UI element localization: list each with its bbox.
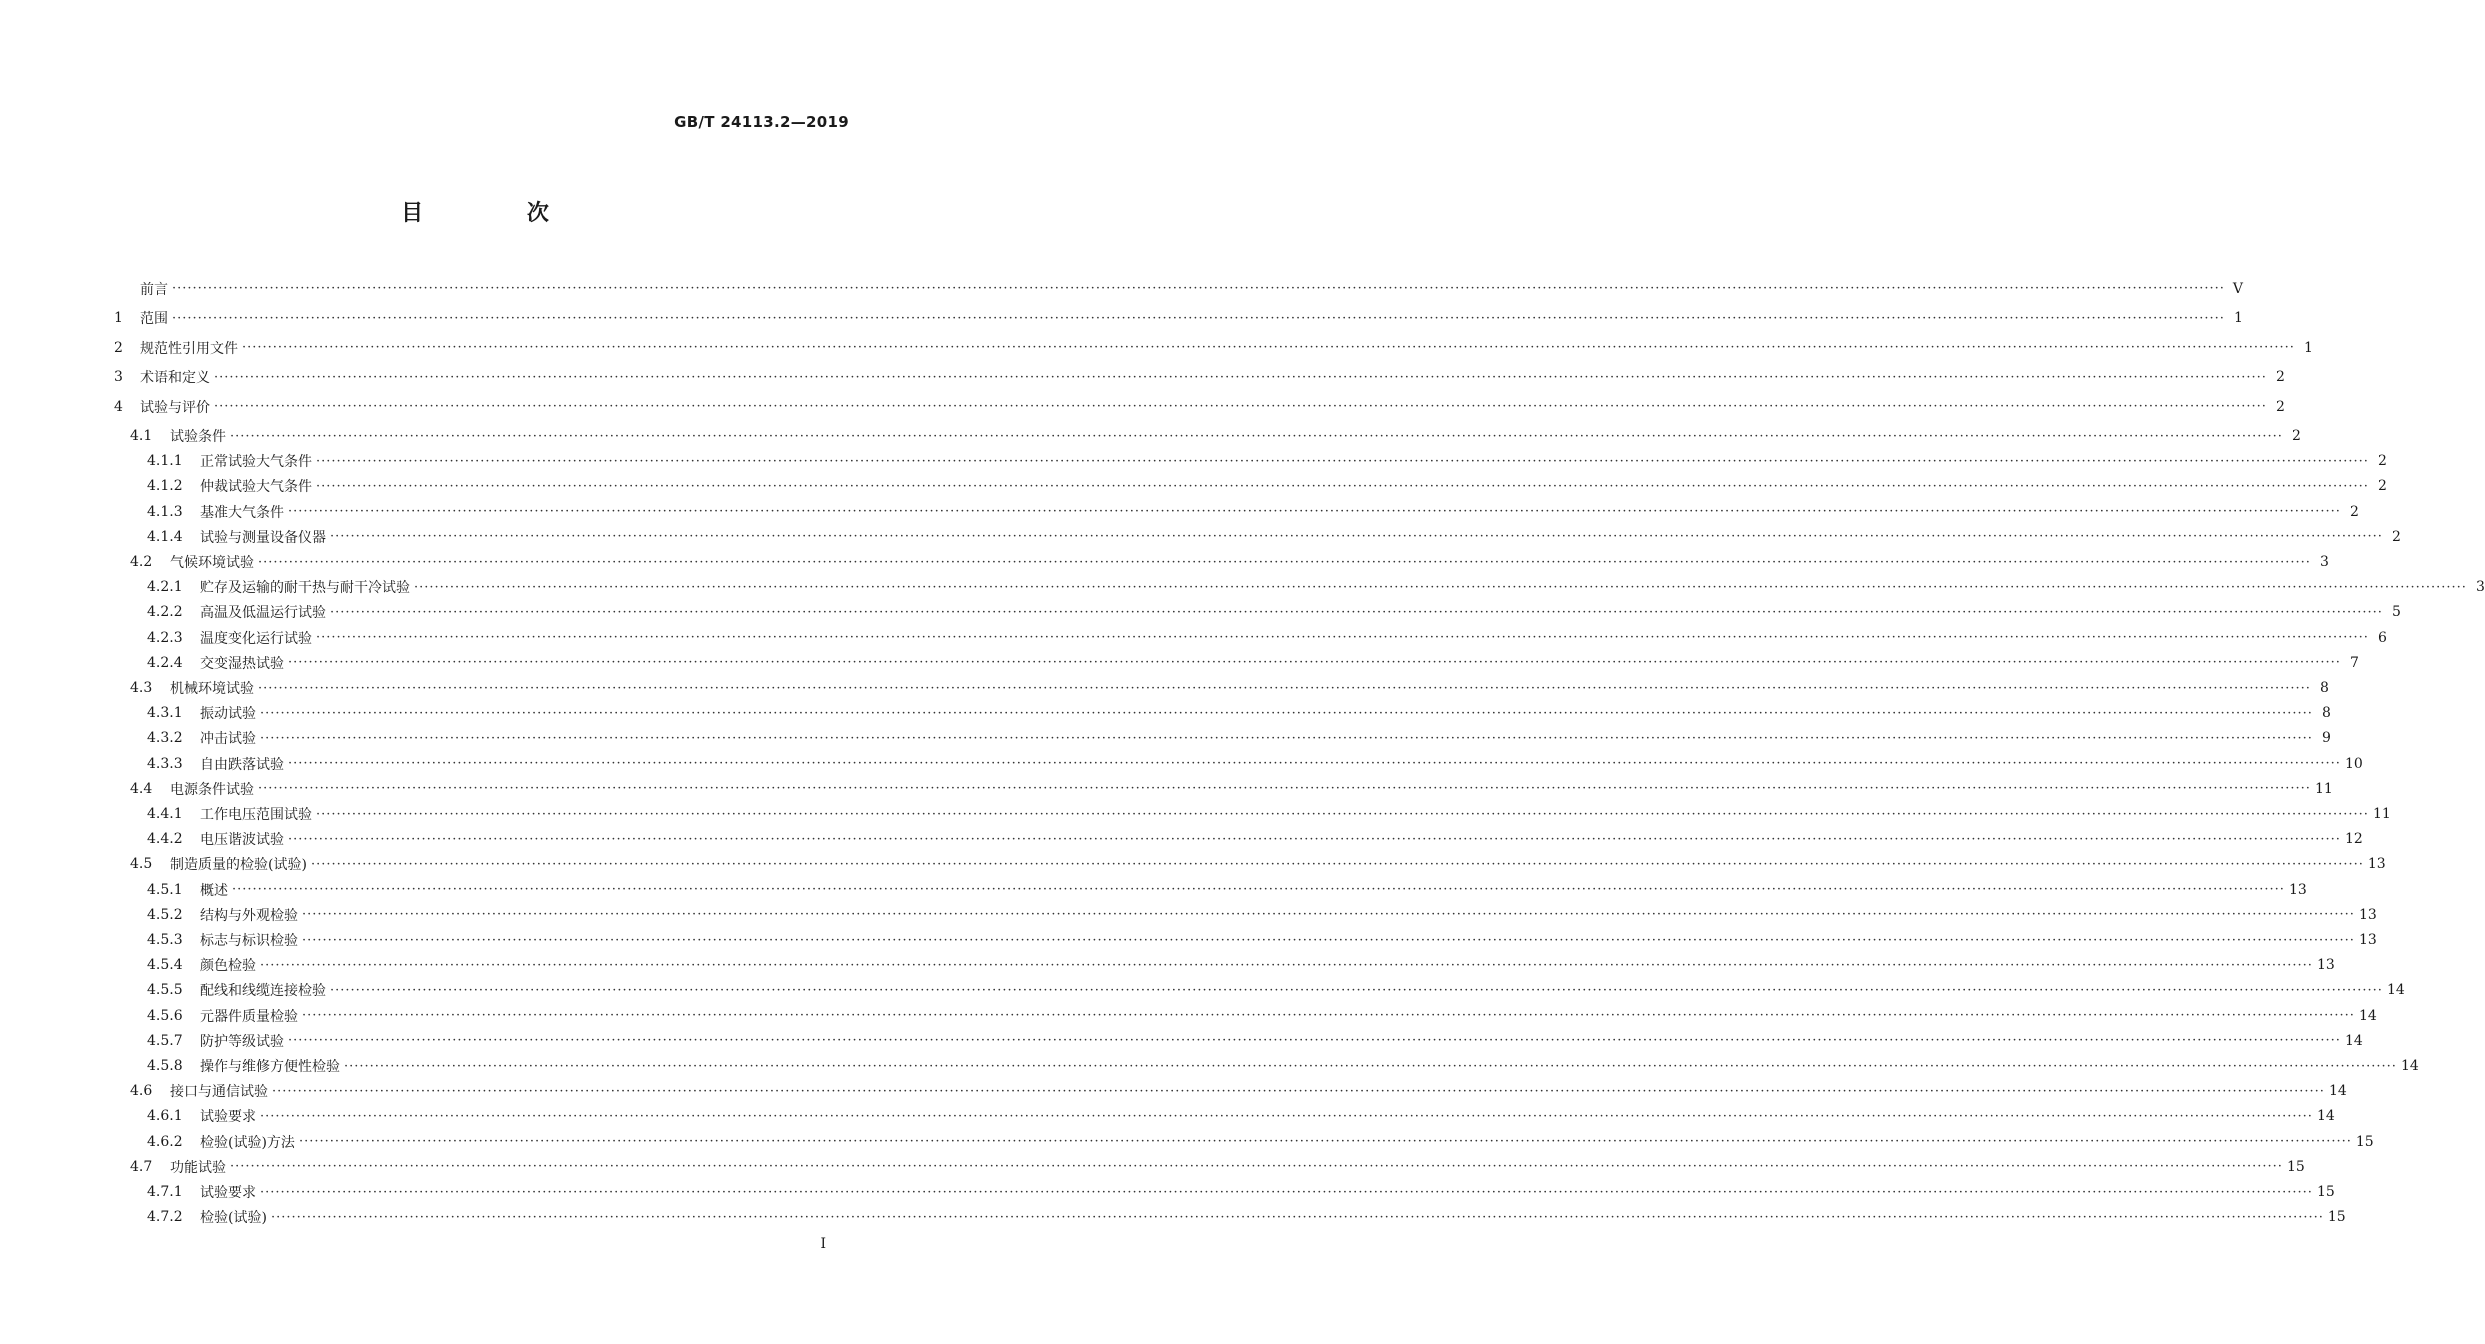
toc-entry[interactable] <box>114 827 2363 852</box>
toc-entry-number: 4.5.7 <box>147 1032 183 1049</box>
toc-entry-page: 9 <box>2322 730 2331 747</box>
toc-entry-label: 颜色检验 <box>200 958 256 975</box>
toc-entry[interactable] <box>114 474 2387 499</box>
toc-entry-number: 4.4 <box>130 780 153 797</box>
toc-dot-leader: ················································································································································································································································································································································································································ <box>316 478 2369 494</box>
toc-entry-label: 试验与测量设备仪器 <box>200 529 326 546</box>
toc-dot-leader: ················································································································································································································································································································································································································ <box>230 1159 2283 1175</box>
toc-entry-page: 14 <box>2358 1007 2377 1024</box>
toc-dot-leader: ················································································································································································································································································································································································································ <box>258 680 2311 696</box>
toc-dot-leader: ················································································································································································································································································································································································································ <box>310 856 2364 872</box>
toc-entry-page: 1 <box>2234 310 2243 326</box>
toc-entry-label: 贮存及运输的耐干热与耐干冷试验 <box>200 580 410 597</box>
toc-entry-number: 4.1.1 <box>147 453 183 470</box>
toc-entry-label: 元器件质量检验 <box>200 1008 298 1025</box>
toc-entry-label: 配线和线缆连接检验 <box>200 983 326 1000</box>
toc-entry-page: 2 <box>2276 369 2285 385</box>
toc-entry[interactable] <box>114 1028 2363 1053</box>
toc-entry-label: 基准大气条件 <box>200 504 284 521</box>
toc-dot-leader: ················································································································································································································································································································································································································ <box>260 957 2313 973</box>
toc-entry[interactable] <box>114 1104 2335 1129</box>
toc-entry-label: 功能试验 <box>170 1159 226 1176</box>
toc-dot-leader: ················································································································································································································································································································································································································ <box>330 604 2383 620</box>
toc-entry-page: 12 <box>2344 831 2363 848</box>
toc-entry-label: 前言 <box>140 281 168 298</box>
toc-entry-label: 仲裁试验大气条件 <box>200 479 312 496</box>
toc-entry[interactable] <box>114 953 2335 978</box>
toc-entry-label: 概述 <box>200 882 228 899</box>
toc-entry[interactable] <box>114 928 2377 953</box>
toc-entry-label: 防护等级试验 <box>200 1033 284 1050</box>
toc-entry[interactable] <box>114 424 2301 449</box>
toc-entry-page: 13 <box>2367 856 2386 873</box>
toc-entry[interactable] <box>114 600 2401 625</box>
toc-entry-number: 4.4.2 <box>147 831 183 848</box>
toc-entry-number: 4.5.6 <box>147 1007 183 1024</box>
toc-entry-page: V <box>2232 280 2243 297</box>
toc-entry-page: 2 <box>2292 428 2301 444</box>
toc-entry-label: 试验条件 <box>170 429 226 445</box>
toc-entry[interactable] <box>114 1205 2346 1230</box>
toc-entry-page: 6 <box>2378 629 2387 646</box>
toc-entry-page: 14 <box>2328 1083 2347 1100</box>
toc-entry-number: 4.5.1 <box>147 881 183 898</box>
toc-dot-leader: ················································································································································································································································································································································································································ <box>214 369 2267 385</box>
toc-entry-label: 试验与评价 <box>140 399 210 416</box>
toc-dot-leader: ················································································································································································································································································································································································································ <box>414 579 2467 595</box>
toc-entry[interactable] <box>114 550 2329 575</box>
toc-entry[interactable] <box>114 1079 2347 1104</box>
toc-entry[interactable] <box>114 776 2333 801</box>
page-number: I <box>820 1236 826 1252</box>
toc-dot-leader: ················································································································································································································································································································································································································ <box>258 781 2311 797</box>
toc-entry-page: 1 <box>2304 339 2313 356</box>
toc-entry[interactable] <box>114 449 2387 474</box>
toc-dot-leader: ················································································································································································································································································································································································································ <box>288 504 2341 520</box>
toc-entry-label: 试验要求 <box>200 1185 256 1201</box>
toc-entry-label: 高温及低温运行试验 <box>200 605 326 622</box>
toc-entry-number: 4.3.3 <box>147 755 183 772</box>
toc-dot-leader: ················································································································································································································································································································································································································ <box>242 340 2295 355</box>
toc-entry-number: 4.1 <box>130 428 153 444</box>
toc-dot-leader: ················································································································································································································································································································································································································ <box>298 1134 2352 1150</box>
toc-entry-number: 4.2.4 <box>147 654 183 671</box>
toc-entry[interactable] <box>114 1154 2305 1179</box>
toc-entry[interactable] <box>114 751 2363 776</box>
toc-dot-leader: ················································································································································································································································································································································································································ <box>344 1058 2397 1074</box>
toc-entry[interactable] <box>114 726 2331 751</box>
toc-entry-number: 4.7.2 <box>147 1209 183 1226</box>
toc-entry-label: 制造质量的检验(试验) <box>170 857 307 874</box>
toc-entry[interactable] <box>114 902 2377 927</box>
toc-entry-number: 4.7.1 <box>147 1184 183 1200</box>
toc-entry-page: 8 <box>2322 705 2331 722</box>
toc-entry-label: 标志与标识检验 <box>200 933 298 949</box>
toc-entry[interactable] <box>114 1054 2419 1079</box>
toc-entry-number: 4.5.8 <box>147 1058 183 1074</box>
toc-entry-number: 3 <box>114 369 123 385</box>
toc-entry[interactable] <box>114 802 2391 827</box>
toc-entry-label: 冲击试验 <box>200 731 256 748</box>
toc-dot-leader: ················································································································································································································································································································································································································ <box>272 1083 2325 1099</box>
toc-entry[interactable] <box>114 306 2243 331</box>
toc-entry-label: 温度变化运行试验 <box>200 630 312 647</box>
toc-dot-leader: ················································································································································································································································································································································································································ <box>172 310 2225 326</box>
toc-entry-page: 14 <box>2316 1108 2335 1125</box>
toc-entry-number: 1 <box>114 310 123 326</box>
toc-entry-page: 11 <box>2372 806 2391 822</box>
toc-dot-leader: ················································································································································································································································································································································································································ <box>302 932 2355 948</box>
toc-entry[interactable] <box>114 877 2307 902</box>
toc-entry-number: 4.7 <box>130 1158 153 1175</box>
toc-entry-label: 交变湿热试验 <box>200 655 284 672</box>
toc-dot-leader: ················································································································································································································································································································································································································ <box>302 907 2355 923</box>
toc-entry-number: 4.1.2 <box>147 478 183 495</box>
toc-entry-number: 4.5.4 <box>147 957 183 974</box>
toc-entry-page: 13 <box>2316 957 2335 974</box>
toc-entry-page: 15 <box>2286 1158 2305 1175</box>
toc-entry-label: 机械环境试验 <box>170 681 254 697</box>
toc-dot-leader: ················································································································································································································································································································································································································ <box>288 756 2341 772</box>
toc-entry-page: 2 <box>2276 398 2285 415</box>
toc-entry-label: 气候环境试验 <box>170 555 254 571</box>
toc-entry-page: 14 <box>2386 982 2405 999</box>
toc-entry[interactable] <box>114 852 2386 877</box>
toc-entry-label: 正常试验大气条件 <box>200 454 312 471</box>
toc-entry-label: 规范性引用文件 <box>140 340 238 357</box>
toc-dot-leader: ················································································································································································································································································································································································································ <box>316 806 2369 822</box>
toc-dot-leader: ················································································································································································································································································································································································································ <box>330 529 2383 545</box>
toc-entry-number: 4.2.1 <box>147 579 183 596</box>
toc-entry-page: 13 <box>2358 906 2377 923</box>
toc-entry-page: 15 <box>2316 1184 2335 1200</box>
toc-dot-leader: ················································································································································································································································································································································································································ <box>172 281 2225 296</box>
toc-dot-leader: ················································································································································································································································································································································································································ <box>260 1184 2313 1200</box>
toc-entry[interactable] <box>114 625 2387 650</box>
toc-entry[interactable] <box>114 676 2329 701</box>
toc-entry-label: 检验(试验)方法 <box>200 1134 295 1151</box>
toc-dot-leader: ················································································································································································································································································································································································································ <box>288 831 2341 847</box>
toc-entry-page: 2 <box>2378 453 2387 470</box>
toc-entry[interactable] <box>114 365 2285 390</box>
toc-dot-leader: ················································································································································································································································································································································································································ <box>288 655 2341 671</box>
toc-entry-number: 4.2 <box>130 554 153 570</box>
toc-entry-page: 13 <box>2358 932 2377 948</box>
toc-entry[interactable] <box>114 1003 2377 1028</box>
toc-dot-leader: ················································································································································································································································································································································································································ <box>270 1209 2324 1225</box>
toc-dot-leader: ················································································································································································································································································································································································································ <box>232 882 2285 898</box>
toc-entry-number: 4.2.2 <box>147 604 183 621</box>
toc-entry-page: 2 <box>2350 503 2359 520</box>
toc-entry-page: 15 <box>2355 1133 2374 1150</box>
toc-entry-page: 8 <box>2320 680 2329 696</box>
page-title: 目 次 <box>401 201 597 226</box>
toc-entry-number: 4.2.3 <box>147 629 183 646</box>
toc-entry[interactable] <box>114 575 2485 600</box>
toc-entry-page: 7 <box>2350 654 2359 671</box>
toc-entry-number: 4.6.2 <box>147 1133 183 1150</box>
toc-entry[interactable] <box>114 276 2243 301</box>
toc-dot-leader: ················································································································································································································································································································································································································ <box>230 428 2283 444</box>
toc-dot-leader: ················································································································································································································································································································································································································ <box>288 1033 2341 1049</box>
toc-entry[interactable] <box>114 1180 2335 1205</box>
toc-entry-label: 自由跌落试验 <box>200 756 284 773</box>
toc-entry-number: 4.5.5 <box>147 982 183 999</box>
toc-entry-number: 4.5.2 <box>147 906 183 923</box>
toc-entry[interactable] <box>114 394 2285 419</box>
toc-entry[interactable] <box>114 701 2331 726</box>
toc-entry-page: 11 <box>2314 780 2333 797</box>
toc-entry-number: 4.1.4 <box>147 528 183 545</box>
toc-entry-page: 10 <box>2344 755 2363 772</box>
toc-entry-label: 范围 <box>140 311 168 327</box>
toc-entry-page: 15 <box>2327 1209 2346 1226</box>
toc-entry-page: 2 <box>2392 528 2401 545</box>
toc-dot-leader: ················································································································································································································································································································································································································ <box>214 399 2267 414</box>
toc-entry-number: 4.5.3 <box>147 932 183 948</box>
toc-dot-leader: ················································································································································································································································································································································································································ <box>260 730 2313 746</box>
toc-entry-number: 4.1.3 <box>147 503 183 520</box>
toc-entry[interactable] <box>114 1129 2374 1154</box>
toc-entry-page: 3 <box>2320 554 2329 570</box>
toc-entry-page: 13 <box>2288 881 2307 898</box>
toc-entry-number: 4.3 <box>130 680 153 696</box>
toc-entry-number: 2 <box>114 339 123 356</box>
toc-entry[interactable] <box>114 978 2405 1003</box>
toc-entry-number: 4.4.1 <box>147 806 183 822</box>
standard-code: GB/T 24113.2—2019 <box>674 113 849 131</box>
toc-dot-leader: ················································································································································································································································································································································································································ <box>302 1008 2355 1024</box>
toc-dot-leader: ················································································································································································································································································································································································································ <box>258 554 2311 570</box>
toc-entry-label: 振动试验 <box>200 706 256 723</box>
toc-entry-page: 5 <box>2392 604 2401 621</box>
toc-dot-leader: ················································································································································································································································································································································································································ <box>330 982 2383 998</box>
toc-dot-leader: ················································································································································································································································································································································································································ <box>260 705 2313 721</box>
toc-entry-page: 3 <box>2476 579 2485 596</box>
toc-entry-page: 14 <box>2344 1032 2363 1049</box>
toc-entry-label: 电压谐波试验 <box>200 832 284 849</box>
toc-dot-leader: ················································································································································································································································································································································································································ <box>316 453 2369 469</box>
toc-entry-label: 检验(试验) <box>200 1210 267 1227</box>
toc-entry-number: 4.3.2 <box>147 730 183 747</box>
toc-entry-page: 14 <box>2400 1058 2419 1074</box>
toc-entry-number: 4.5 <box>130 856 153 873</box>
toc-entry-number: 4.6 <box>130 1083 153 1100</box>
toc-entry[interactable] <box>114 524 2401 549</box>
toc-entry-label: 工作电压范围试验 <box>200 807 312 823</box>
toc-entry-label: 术语和定义 <box>140 370 210 386</box>
toc-entry-page: 2 <box>2378 478 2387 495</box>
toc-dot-leader: ················································································································································································································································································································································································································ <box>260 1108 2313 1124</box>
toc-entry-label: 接口与通信试验 <box>170 1084 268 1101</box>
toc-entry-number: 4 <box>114 398 123 415</box>
toc-entry-number: 4.6.1 <box>147 1108 183 1125</box>
toc-entry-label: 电源条件试验 <box>170 781 254 798</box>
toc-entry[interactable] <box>114 335 2313 360</box>
toc-entry[interactable] <box>114 499 2359 524</box>
toc-entry-label: 结构与外观检验 <box>200 907 298 924</box>
toc-dot-leader: ················································································································································································································································································································································································································ <box>316 630 2369 646</box>
toc-entry-label: 试验要求 <box>200 1109 256 1126</box>
toc-entry-number: 4.3.1 <box>147 705 183 722</box>
toc-entry-label: 操作与维修方便性检验 <box>200 1059 340 1075</box>
toc-entry[interactable] <box>114 650 2359 675</box>
